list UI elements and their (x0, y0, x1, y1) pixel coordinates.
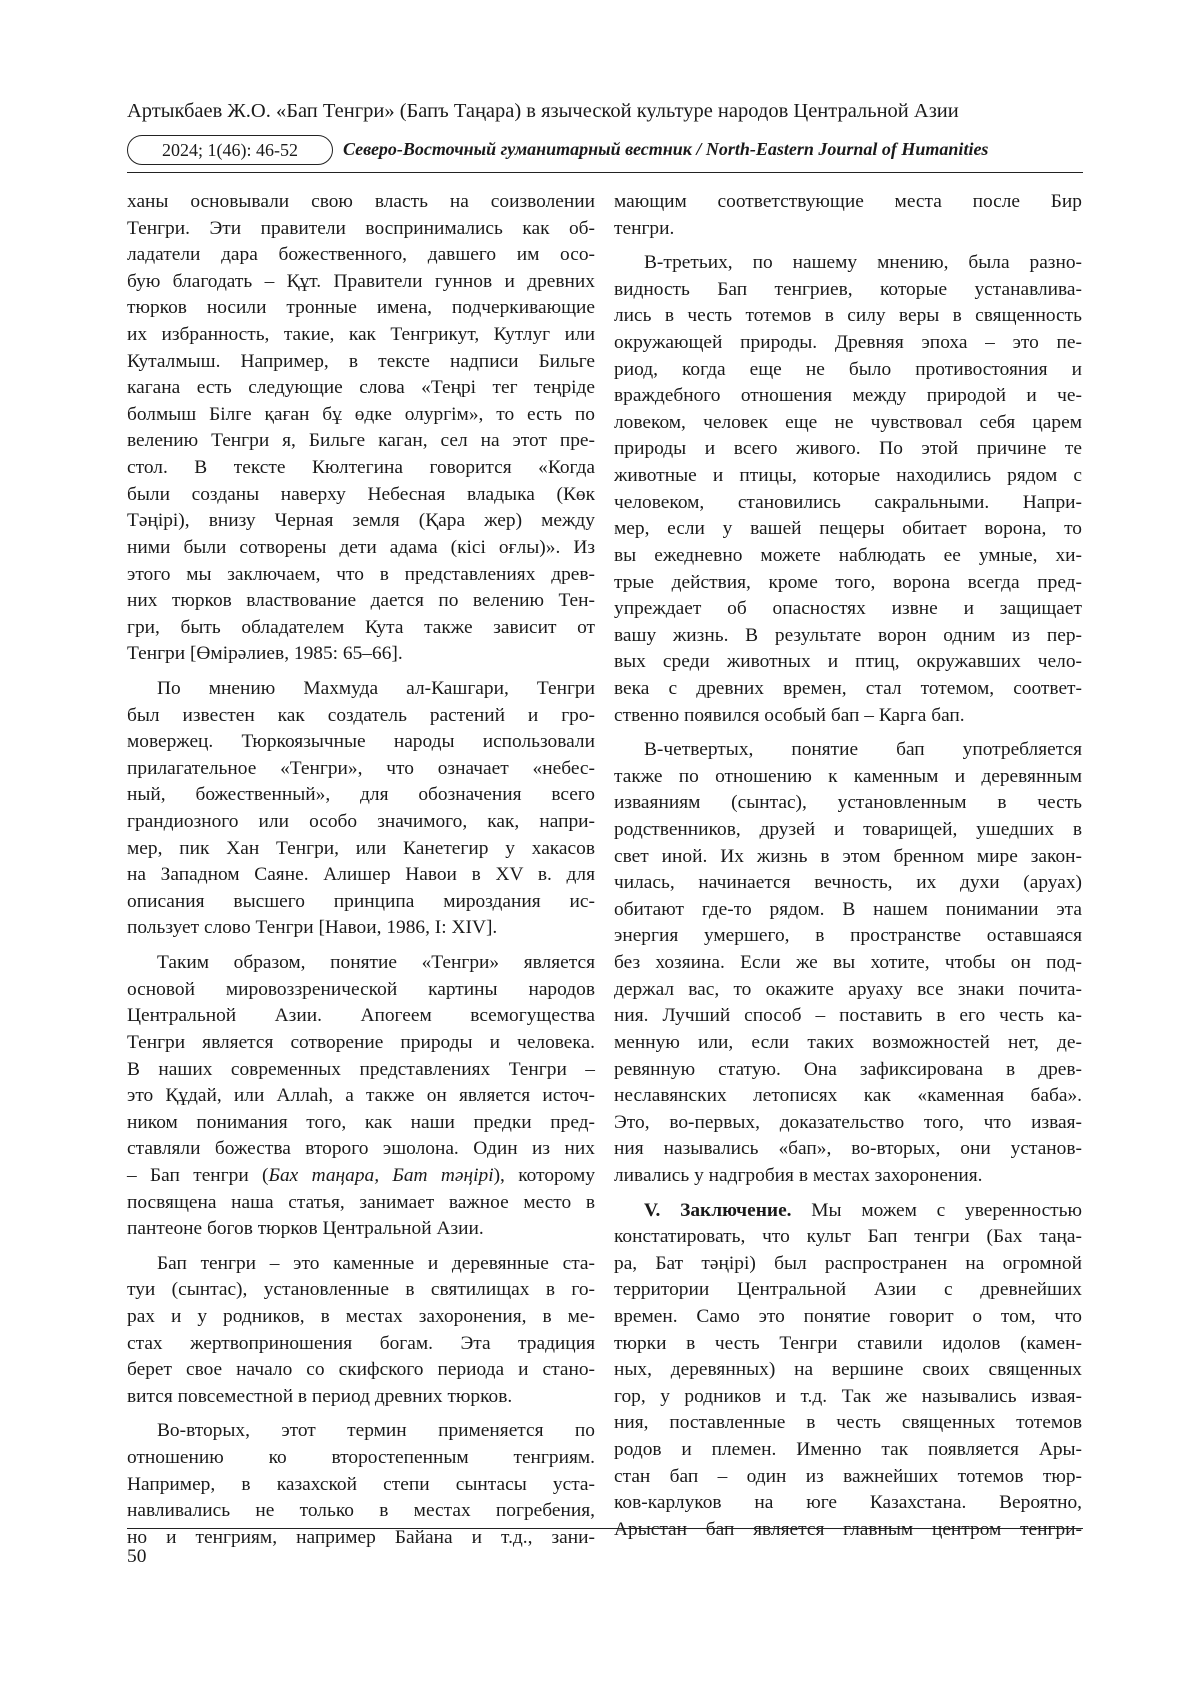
text-fragment: – Бап тенгри ( (127, 1164, 269, 1186)
text-line: держал вас, то окажите аруаху все знаки почита- (614, 978, 1082, 1000)
text-line: лись в честь тотемов в силу веры в священность (614, 305, 1082, 327)
section-heading: V. Заключение. (644, 1199, 792, 1221)
text-line (614, 1198, 1082, 1225)
text-line: стан бап – один из важнейших тотемов тюр- (614, 1465, 1082, 1487)
text-line: кагана есть следующие слова «Теңрі тег теңріде (127, 377, 595, 399)
text-line: неславянских летописях как «каменная баба». (614, 1085, 1082, 1107)
text-line: это Құдай, или Аллаh, а также он является источ- (127, 1085, 595, 1107)
text-line: животные и птицы, которые находились рядом с (614, 465, 1082, 487)
text-line: трые действия, кроме того, ворона всегда пред- (614, 571, 1082, 593)
paragraph (614, 737, 1082, 1189)
text-line: стах жертвоприношения богам. Эта традиция (127, 1332, 595, 1354)
text-line: ханы основывали свою власть на соизволении (127, 191, 595, 212)
text-line: ных, деревянных) на вершине своих священных (614, 1359, 1082, 1381)
text-line: основой мировоззренической картины народов (127, 978, 595, 1000)
paragraph (127, 676, 595, 942)
text-line: ладатели дара божественного, давшего им осо- (127, 244, 595, 266)
text-line: мер, пик Хан Тенгри, или Канетегир у хакасов (127, 837, 595, 859)
text-line: ставляли божества второго эшолона. Один из них (127, 1138, 595, 1160)
paragraph (614, 1198, 1082, 1544)
text-line: территории Центральной Азии с древнейших (614, 1279, 1082, 1301)
text-line: тюрков носили тронные имена, подчеркивающие (127, 297, 595, 319)
text-line: Тәңірі), внизу Черная земля (Қара жер) между (127, 510, 595, 532)
footer-rule (127, 1528, 1083, 1529)
running-title: Артыкбаев Ж.О. «Бап Тенгри» (Бапъ Таңара) в языческой культуре народов Центральной Азии (127, 100, 959, 122)
text-line: В-третьих, по нашему мнению, была разно- (644, 252, 1082, 274)
text-line: Центральной Азии. Апогеем всемогущества (127, 1005, 595, 1027)
text-line: риод, когда еще не было противостояния и (614, 358, 1082, 380)
text-line: века с древних времен, стал тотемом, соответ- (614, 677, 1082, 699)
text-line: болмыш Білге қаған бұ өдке олургім», то есть по (127, 403, 595, 425)
text-line: Например, в казахской степи сынтасы уста- (127, 1473, 595, 1495)
text-line: на Западном Саяне. Алишер Навои в XV в. для (127, 864, 595, 886)
text-line: Это, во-первых, доказательство того, что извая- (614, 1111, 1082, 1133)
text-line: родственников, друзей и товарищей, ушедших в (614, 819, 1082, 841)
text-line: ственно появился особый бап – Карга бап. (614, 704, 965, 726)
text-line: враждебного отношения между природой и че- (614, 385, 1082, 407)
journal-name: Северо-Восточный гуманитарный вестник / North-Eastern Journal of Humanities (343, 139, 989, 159)
paragraph (127, 189, 595, 668)
text-line: также по отношению к каменным и деревянным (614, 765, 1082, 787)
text-line: ков-карлуков на юге Казахстана. Вероятно, (614, 1492, 1082, 1514)
paragraph (127, 950, 595, 1243)
page-number: 50 (127, 1546, 147, 1567)
text-line: ный, божественный», для обозначения всего (127, 784, 595, 806)
journal-header (127, 134, 1087, 170)
text-line: менную или, если таких возможностей нет, де- (614, 1031, 1082, 1053)
text-line: ником понимания того, как наши предки пред- (127, 1111, 595, 1133)
text-line: времен. Само это понятие говорит о том, что (614, 1305, 1082, 1327)
text-line: окружающей природы. Древняя эпоха – это пе- (614, 332, 1082, 354)
text-line: посвящена наша статья, занимает важное место в (127, 1191, 595, 1213)
text-line: Таким образом, понятие «Тенгри» является (157, 952, 595, 974)
text-line: чилась, начинается вечность, их духи (аруах) (614, 872, 1082, 894)
text-line: упреждает об опасностях извне и защищает (614, 598, 1082, 620)
text-line: Бап тенгри – это каменные и деревянные ста- (157, 1252, 595, 1274)
text-line: Во-вторых, этот термин применяется по (157, 1420, 595, 1442)
text-line: обитают где-то рядом. В нашем понимании эта (614, 898, 1082, 920)
text-line: По мнению Махмуда ал-Кашгари, Тенгри (157, 677, 595, 699)
paragraph (127, 1251, 595, 1411)
text-line: ния назывались «бап», во-вторых, они установ- (614, 1138, 1082, 1160)
text-line: родов и племен. Именно так появляется Ары- (614, 1439, 1082, 1461)
text-line: ливались у надгробия в местах захоронения. (614, 1164, 983, 1186)
text-line: энергия умершего, в пространстве оставшаяся (614, 925, 1082, 947)
right-column (614, 189, 1082, 1543)
text-line: ловеком, человек еще не чувствовал себя царем (614, 411, 1082, 433)
text-line: Куталмыш. Например, в тексте надписи Бильге (127, 350, 595, 372)
text-line: мающим соответствующие места после Бир (614, 191, 1082, 212)
text-line: мовержец. Тюркоязычные народы использовали (127, 731, 595, 753)
text-line: ния, поставленные в честь священных тотемов (614, 1412, 1082, 1434)
text-line: Тенгри [Өмірәлиев, 1985: 65–66]. (127, 643, 403, 665)
text-line: описания высшего принципа мироздания ис- (127, 890, 595, 912)
text-line: человеком, становились сакральными. Напри- (614, 491, 1082, 513)
text-line: велению Тенгри я, Бильге каган, сел на этот пре- (127, 430, 595, 452)
text-line: отношению ко второстепенным тенгриям. (127, 1447, 595, 1469)
left-column (127, 189, 595, 1551)
text-line: стол. В тексте Кюлтегина говорится «Когда (127, 457, 595, 479)
text-line (127, 1163, 595, 1190)
text-line: тенгри. (614, 217, 675, 239)
text-line: вых среди животных и птиц, окружавших чело- (614, 651, 1082, 673)
text-line: тюрки в честь Тенгри ставили идолов (камен- (614, 1332, 1082, 1354)
text-line: мер, если у вашей пещеры обитает ворона, то (614, 518, 1082, 540)
text-line: бую благодать – Құт. Правители гуннов и древних (127, 270, 595, 292)
text-line: были созданы наверху Небесная владыка (Көк (127, 483, 595, 505)
text-line: гри, быть обладателем Кута также зависит от (127, 616, 595, 638)
text-line: ревянную статую. Она зафиксирована в древ- (614, 1058, 1082, 1080)
text-line: грандиозного или особо значимого, как, напри- (127, 811, 595, 833)
text-line: вы ежедневно можете наблюдать ее умные, хи- (614, 544, 1082, 566)
text-line: констатировать, что культ Бап тенгри (Бах таңа- (614, 1226, 1082, 1248)
text-line: ния. Лучший способ – поставить в его честь ка- (614, 1005, 1082, 1027)
text-line: Тенгри является сотворение природы и человека. (127, 1031, 595, 1053)
text-line: но и тенгриям, например Байана и т.д., зани- (127, 1526, 595, 1548)
text-line: В наших современных представлениях Тенгри – (127, 1058, 595, 1080)
header-rule (127, 172, 1083, 173)
text-line: гор, у родников и т.д. Так же назывались извая- (614, 1385, 1082, 1407)
text-line: свет иной. Их жизнь в этом бренном мире закон- (614, 845, 1082, 867)
text-line: пантеоне богов тюрков Центральной Азии. (127, 1218, 484, 1240)
issue-badge: 2024; 1(46): 46-52 (127, 135, 333, 165)
text-line: Арыстан бап является главным центром тенгри- (614, 1518, 1082, 1540)
text-line: природы и всего живого. По этой причине те (614, 438, 1082, 460)
text-line: вится повсеместной в период древних тюрков. (127, 1385, 513, 1407)
text-line: берет свое начало со скифского периода и стано- (127, 1359, 595, 1381)
paragraph (614, 250, 1082, 729)
text-fragment: ), которому (493, 1164, 596, 1186)
text-line: был известен как создатель растений и гро- (127, 704, 595, 726)
text-line: изваяниям (сынтас), установленным в честь (614, 792, 1082, 814)
text-line: них тюрков властвование дается по велению Тен- (127, 590, 595, 612)
text-line: их избранность, такие, как Тенгрикут, Кутлуг или (127, 324, 595, 346)
text-line: без хозяина. Если же вы хотите, чтобы он под- (614, 952, 1082, 974)
paragraph (127, 1418, 595, 1551)
text-line: вашу жизнь. В результате ворон одним из пер- (614, 624, 1082, 646)
text-line: В-четвертых, понятие бап употребляется (644, 739, 1082, 761)
text-line: прилагательное «Тенгри», что означает «небес- (127, 757, 595, 779)
text-line: Тенгри. Эти правители воспринимались как об- (127, 217, 595, 239)
text-line: рах и у родников, в местах захоронения, в ме- (127, 1305, 595, 1327)
text-line: видность Бап тенгриев, которые устанавлива- (614, 278, 1082, 300)
italic-term: Бах таңара, Бат тәңірі (268, 1164, 494, 1186)
text-line: этого мы заключаем, что в представлениях древ- (127, 563, 595, 585)
text-line: пользует слово Тенгри [Навои, 1986, I: XIV]. (127, 917, 498, 939)
text-line: ними были сотворены дети адама (кісі оғлы)». Из (127, 536, 595, 558)
text-line: ра, Бат тәңірі) был распространен на огромной (614, 1252, 1082, 1274)
text-line: навливались не только в местах погребения, (127, 1500, 595, 1522)
paragraph (614, 189, 1082, 242)
text-fragment: Мы можем с уверенностью (791, 1199, 1082, 1221)
text-line: туи (сынтас), установленные в святилищах в го- (127, 1279, 595, 1301)
